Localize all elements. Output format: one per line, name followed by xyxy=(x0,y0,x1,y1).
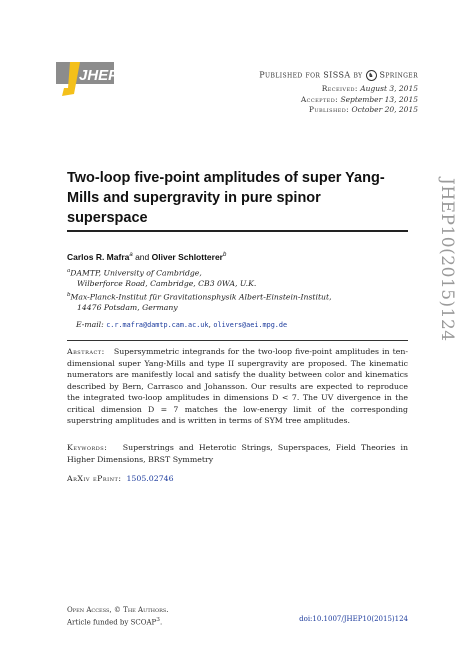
logo-text: JHEP xyxy=(79,67,119,84)
abstract xyxy=(67,346,408,427)
abstract-rule xyxy=(67,340,408,341)
publisher-name: Springer xyxy=(379,70,418,80)
doi-line xyxy=(299,615,408,623)
funding-note: Article funded by SCOAP$^3$. xyxy=(67,617,163,627)
arxiv-line xyxy=(67,474,174,483)
keywords xyxy=(67,442,408,465)
email-link-1[interactable]: c.r.mafra@damtp.cam.ac.uk xyxy=(106,321,209,329)
email-link-2[interactable]: olivers@aei.mpg.de xyxy=(213,321,288,329)
keywords-text: Superstrings and Heterotic Strings, Superspaces, Field Theories in Higher Dimensions, BRST Symmetry xyxy=(67,443,408,464)
publisher-prefix: Published for SISSA by xyxy=(259,70,363,80)
footer-left xyxy=(67,605,169,627)
title-rule xyxy=(67,230,408,232)
email-line: E-mail: c.r.mafra@damtp.cam.ac.uk, olivers@aei.mpg.de xyxy=(76,320,288,329)
springer-horse-icon: ♞ xyxy=(366,70,377,81)
arxiv-label: ArXiv ePrint: xyxy=(67,474,122,483)
abstract-text: Supersymmetric integrands for the two-loop five-point amplitudes in ten-dimensional super Yang-Mills and type II supergravity are proposed. The kinematic numerators are manifestly local and satisfy the duality between color and kinematics described by Bern, Carrasco and Johansson. Our results are expected to reproduce the integrated two-loop amplitudes in dimensions D < 7. The UV divergence in the critical dimension D = 7 matches the low-energy limit of the corresponding superstring amplitudes and is written in terms of SYM tree amplitudes. xyxy=(67,347,409,425)
arxiv-link[interactable]: 1505.02746 xyxy=(126,474,174,483)
doi-link[interactable]: doi:10.1007/JHEP10(2015)124 xyxy=(299,615,408,623)
jhep-logo xyxy=(56,58,119,98)
affiliation-b: $^b$Max-Planck-Institut für Gravitationsphysik Albert-Einstein-Institut, 14476 Potsdam, Germany xyxy=(67,292,332,313)
side-identifier-text: JHEP10(2015)124 xyxy=(437,178,457,342)
author-1: Carlos R. Mafra xyxy=(67,252,130,262)
dates-block xyxy=(301,84,418,116)
date-accepted: Accepted: September 13, 2015 xyxy=(300,94,418,104)
affiliation-a: $^a$DAMTP, University of Cambridge, Wilberforce Road, Cambridge, CB3 0WA, U.K. xyxy=(67,268,257,289)
author-2: Oliver Schlotterer xyxy=(151,252,223,262)
author-line: Carlos R. Mafra$^a$ and Oliver Schlotterer$^b$ xyxy=(67,252,227,262)
open-access-note: Open Access, © The Authors. xyxy=(67,606,169,614)
date-published: Published: October 20, 2015 xyxy=(308,105,418,114)
side-identifier xyxy=(424,176,457,386)
publisher-line xyxy=(259,70,418,81)
keywords-label: Keywords: xyxy=(67,443,108,452)
paper-title: Two-loop five-point amplitudes of super Yang-Mills and supergravity in pure spinor superspace xyxy=(67,170,385,226)
abstract-label: Abstract: xyxy=(67,347,105,356)
date-received: Received: August 3, 2015 xyxy=(321,84,418,93)
